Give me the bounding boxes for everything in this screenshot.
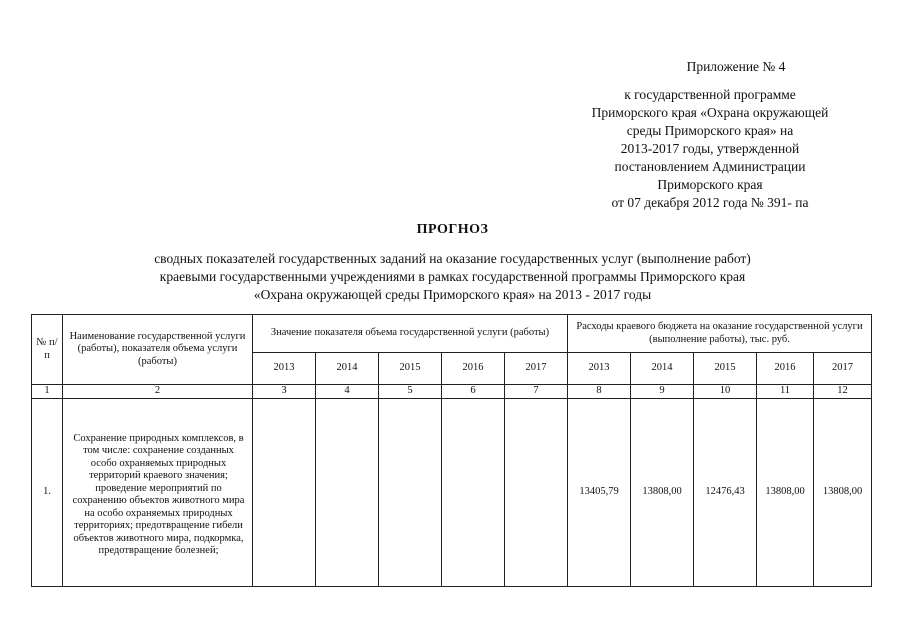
expense-value: 13808,00 (631, 398, 694, 586)
appendix-line: к государственной программе (624, 87, 796, 102)
column-number-row (32, 385, 872, 399)
header-expense-group (568, 315, 872, 353)
column-number: 9 (631, 385, 694, 399)
column-number: 5 (379, 385, 442, 399)
year-cell: 2014 (631, 353, 694, 385)
year-cell: 2017 (505, 353, 568, 385)
column-number: 1 (32, 385, 63, 399)
expense-value: 13405,79 (568, 398, 631, 586)
forecast-table (31, 314, 872, 587)
header-name (63, 315, 253, 385)
year-cell: 2013 (568, 353, 631, 385)
document-subtitle (60, 250, 845, 304)
volume-value (253, 398, 316, 586)
appendix-block (540, 58, 880, 212)
row-number: 1. (32, 398, 63, 586)
column-number: 11 (757, 385, 814, 399)
column-number: 7 (505, 385, 568, 399)
column-number: 3 (253, 385, 316, 399)
table-row (32, 398, 872, 586)
expense-value: 13808,00 (757, 398, 814, 586)
appendix-line: Приморского края (657, 177, 763, 192)
service-description: Сохранение природных комплексов, в том числе: сохранение созданных особо охраняемых природных территорий краевого значения; проведение мероприятий по сохранению объектов животного мира на особо охраняемых природных территориях; предотвращение гибели объектов животного мира, подкормка, предотвращение болезней; (63, 398, 253, 586)
column-number: 10 (694, 385, 757, 399)
subtitle-line: краевыми государственными учреждениями в рамках государственной программы Приморского края (159, 269, 746, 284)
year-cell: 2016 (757, 353, 814, 385)
table-header-row (32, 315, 872, 353)
volume-value (442, 398, 505, 586)
header-expense-label: Расходы краевого бюджета на оказание государственной услуги (выполнение работы), тыс. руб. (576, 321, 863, 345)
year-cell: 2017 (814, 353, 872, 385)
appendix-line: постановлением Администрации (614, 159, 806, 174)
appendix-line: Приморского края «Охрана окружающей (591, 105, 829, 120)
column-number: 12 (814, 385, 872, 399)
year-cell: 2013 (253, 353, 316, 385)
document-title: ПРОГНОЗ (416, 222, 489, 237)
year-cell: 2015 (694, 353, 757, 385)
header-volume-group (253, 315, 568, 353)
volume-value (505, 398, 568, 586)
year-cell: 2014 (316, 353, 379, 385)
volume-value (316, 398, 379, 586)
column-number: 2 (63, 385, 253, 399)
appendix-line: от 07 декабря 2012 года № 391- па (611, 195, 809, 210)
column-number: 6 (442, 385, 505, 399)
volume-value (379, 398, 442, 586)
header-no-label: № п/п (36, 337, 58, 361)
header-volume-label: Значение показателя объема государственной услуги (работы) (270, 327, 550, 339)
column-number: 8 (568, 385, 631, 399)
column-number: 4 (316, 385, 379, 399)
appendix-line: среды Приморского края» на (626, 123, 794, 138)
expense-value: 12476,43 (694, 398, 757, 586)
appendix-line: 2013-2017 годы, утвержденной (620, 141, 800, 156)
subtitle-line: «Охрана окружающей среды Приморского края» на 2013 - 2017 годы (253, 287, 652, 302)
year-cell: 2016 (442, 353, 505, 385)
header-no (32, 315, 63, 385)
appendix-number: Приложение № 4 (686, 59, 786, 74)
year-cell: 2015 (379, 353, 442, 385)
expense-value: 13808,00 (814, 398, 872, 586)
subtitle-line: сводных показателей государственных заданий на оказание государственных услуг (выполнение работ) (154, 251, 751, 266)
header-name-label: Наименование государственной услуги (работы), показателя объема услуги (работы) (69, 330, 246, 367)
